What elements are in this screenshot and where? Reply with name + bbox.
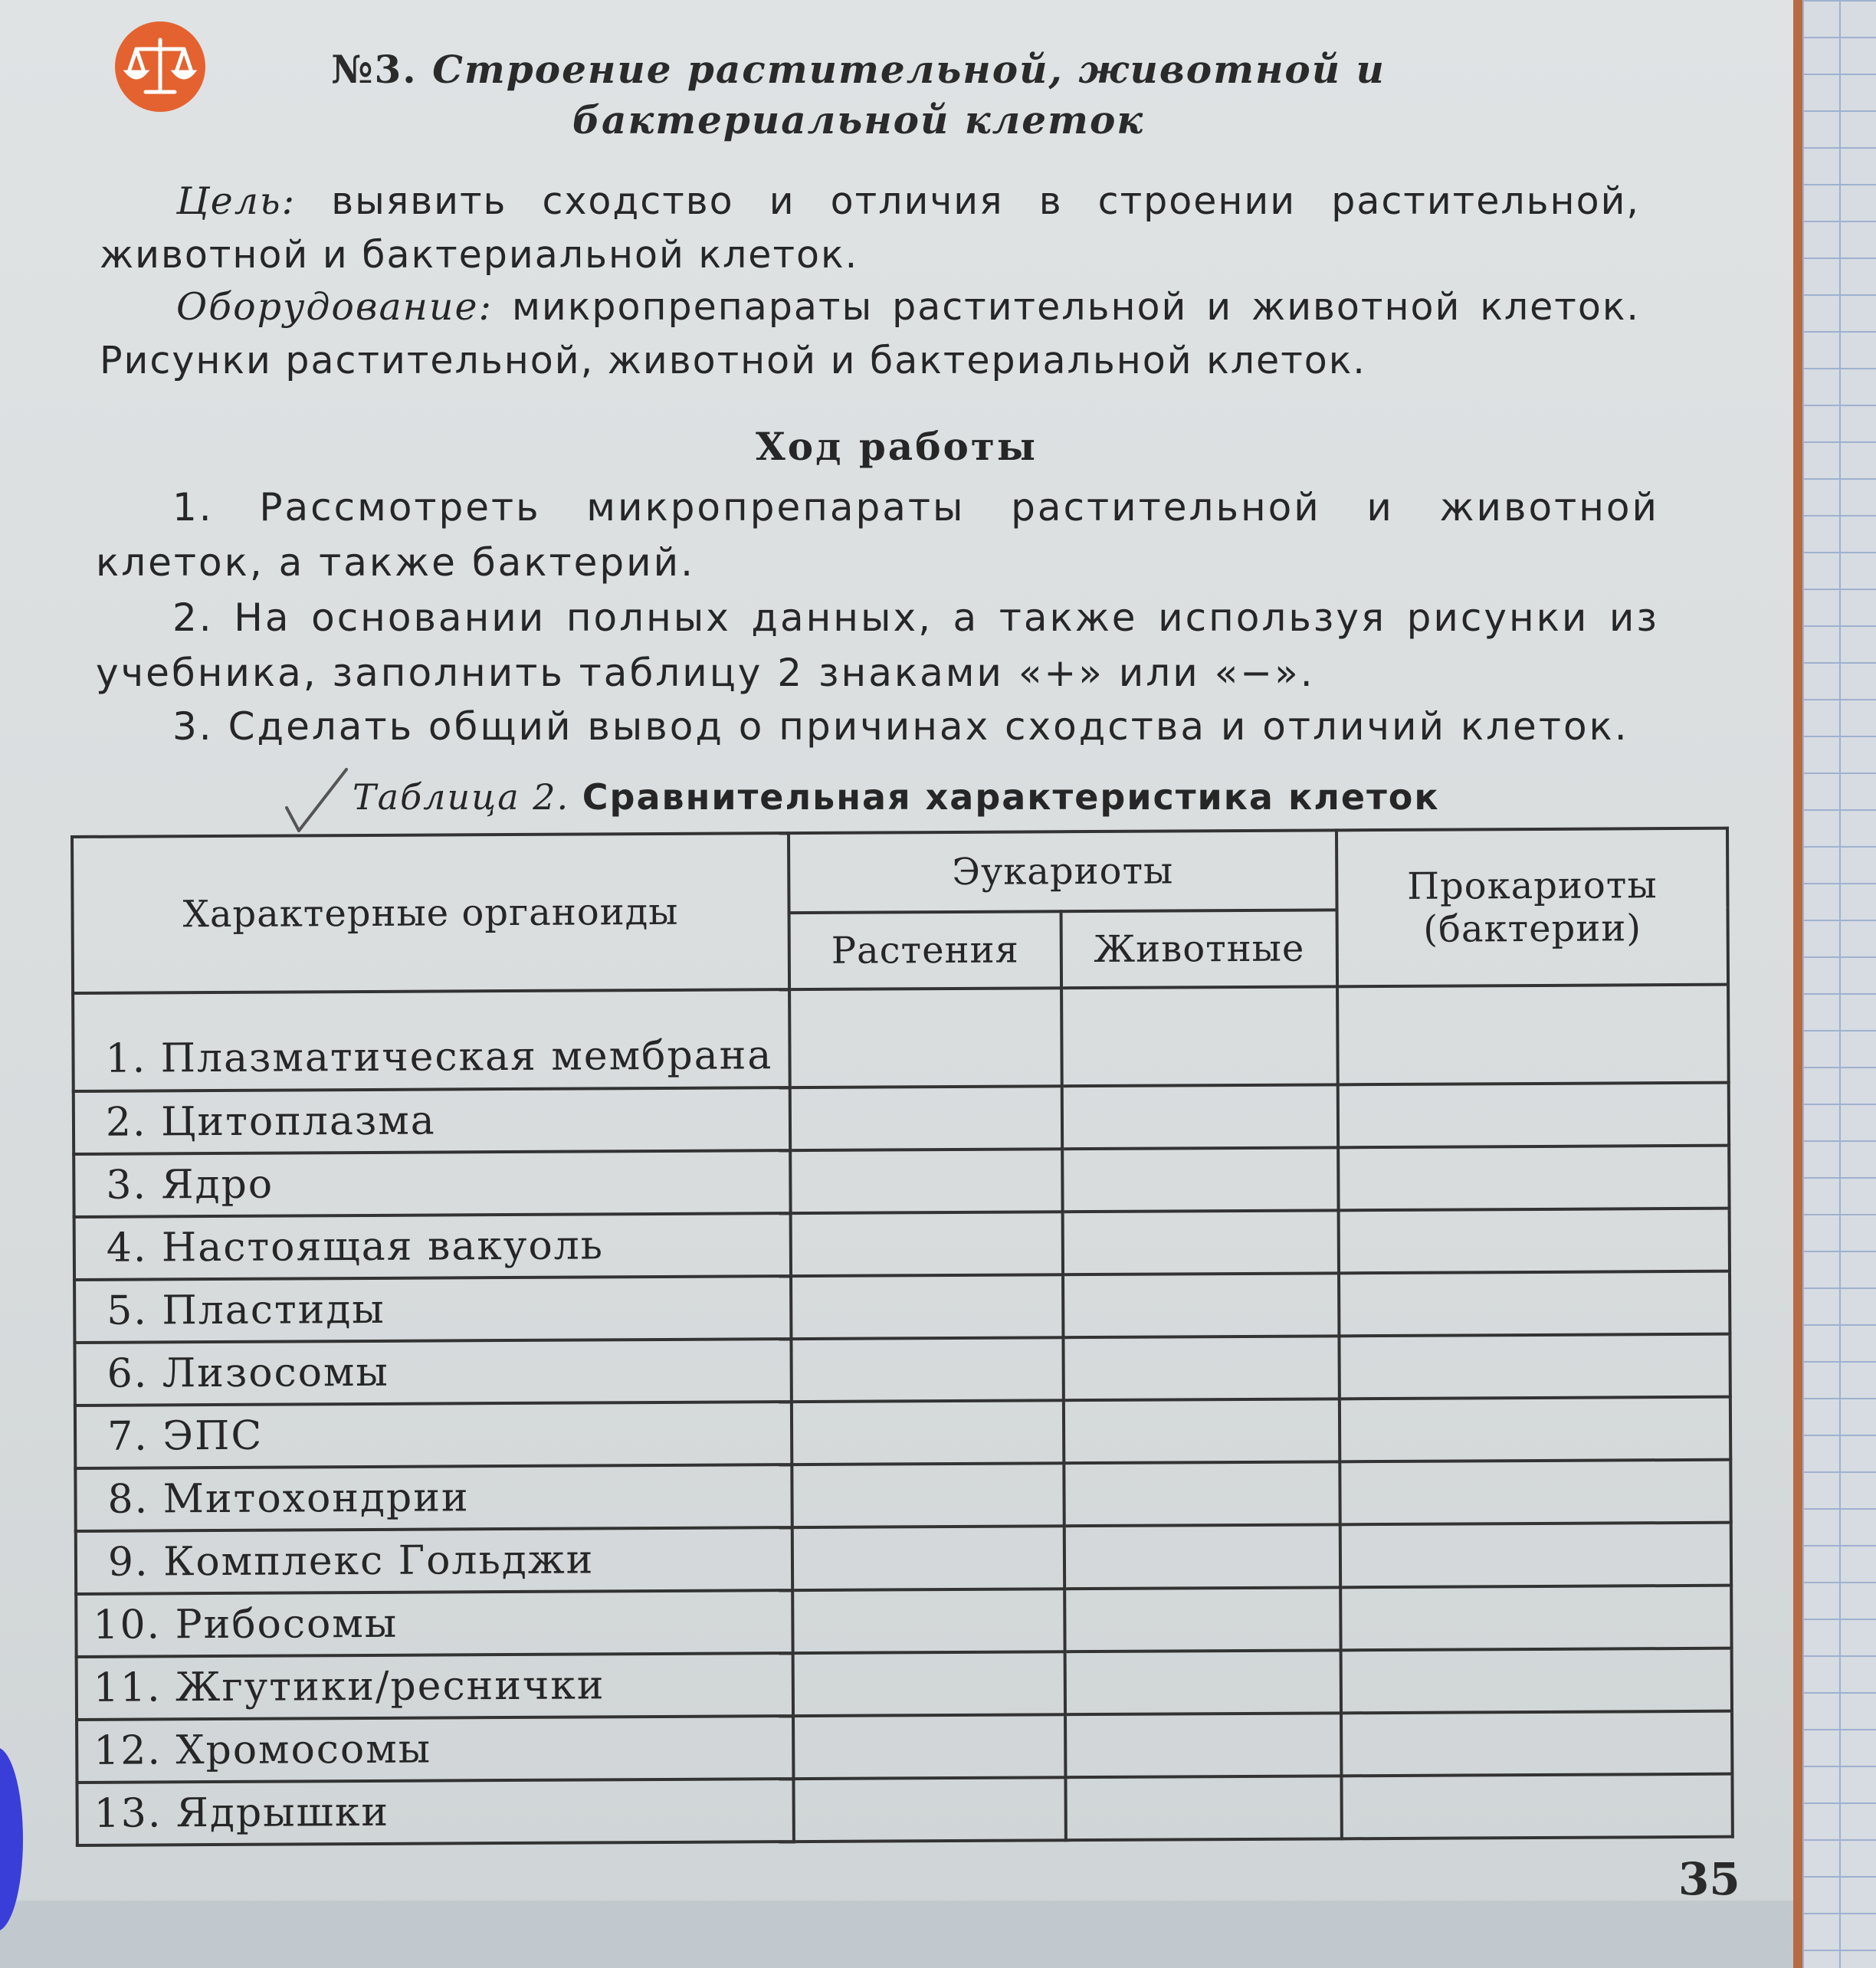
cell-animals[interactable] — [1064, 1587, 1340, 1651]
checkmark-icon — [282, 766, 351, 835]
cell-plants[interactable] — [793, 1651, 1065, 1716]
goal-text: выявить сходство и отличия в строении растительной, животной и бактериальной клеток. — [100, 179, 1640, 277]
cell-bacteria[interactable] — [1340, 1586, 1731, 1651]
lab-number: №3. — [331, 47, 418, 92]
header-prokaryotes-line2: (бактерии) — [1423, 907, 1642, 951]
page-number: 35 — [1678, 1853, 1740, 1905]
organoid-name: 1. Плазматическая мембрана — [73, 989, 790, 1091]
goal-paragraph — [100, 175, 1640, 282]
cell-plants[interactable] — [792, 1526, 1064, 1590]
table-row — [75, 1460, 1730, 1531]
cell-plants[interactable] — [792, 1400, 1064, 1465]
organoid-name: 2. Цитоплазма — [74, 1087, 790, 1154]
organoid-name: 8. Митохондрии — [75, 1465, 792, 1531]
lab-title — [261, 44, 1456, 146]
cell-animals[interactable] — [1063, 1336, 1339, 1400]
comparison-table — [71, 827, 1731, 1870]
organoid-name: 13. Ядрышки — [77, 1779, 793, 1845]
title-line-2: бактериальной клеток — [572, 97, 1145, 143]
cell-animals[interactable] — [1065, 1776, 1341, 1840]
table-caption-text: Сравнительная характеристика клеток — [582, 776, 1440, 818]
equipment-paragraph — [100, 280, 1640, 388]
goal-label: Цель: — [176, 179, 297, 223]
cell-bacteria[interactable] — [1340, 1460, 1730, 1525]
organoid-name: 7. ЭПС — [75, 1402, 792, 1468]
cell-bacteria[interactable] — [1337, 985, 1729, 1085]
page-bottom-shadow — [0, 1901, 1793, 1968]
table-row — [75, 1397, 1730, 1468]
cell-bacteria[interactable] — [1338, 1083, 1729, 1148]
cell-plants[interactable] — [792, 1463, 1064, 1527]
procedure-heading: Ход работы — [755, 424, 1038, 469]
cell-animals[interactable] — [1065, 1650, 1341, 1714]
title-line-1 — [261, 44, 1456, 95]
table-row — [77, 1774, 1732, 1845]
header-prokaryotes — [1336, 828, 1728, 987]
organoid-name: 11. Жгутики/реснички — [77, 1653, 793, 1720]
cell-plants[interactable] — [791, 1274, 1063, 1339]
header-animals: Животные — [1061, 910, 1338, 988]
cell-animals[interactable] — [1062, 1084, 1338, 1149]
cell-bacteria[interactable] — [1341, 1711, 1732, 1776]
cell-plants[interactable] — [789, 988, 1062, 1087]
cell-animals[interactable] — [1064, 1399, 1340, 1463]
cell-bacteria[interactable] — [1339, 1334, 1730, 1399]
table-caption — [353, 774, 1440, 820]
table-row — [74, 1146, 1729, 1217]
table-row — [74, 1083, 1729, 1154]
procedure-step: 3. Сделать общий вывод о причинах сходства и отличий клеток. — [172, 704, 1629, 749]
table-row — [74, 1271, 1730, 1343]
cell-animals[interactable] — [1064, 1524, 1340, 1589]
organoid-name: 9. Комплекс Гольджи — [76, 1527, 792, 1594]
cell-animals[interactable] — [1062, 1147, 1338, 1212]
table-row — [74, 1334, 1730, 1405]
cell-plants[interactable] — [793, 1777, 1065, 1842]
cell-plants[interactable] — [793, 1714, 1065, 1779]
cell-bacteria[interactable] — [1339, 1271, 1730, 1337]
cell-bacteria[interactable] — [1340, 1523, 1731, 1588]
organoid-name: 4. Настоящая вакуоль — [74, 1213, 791, 1280]
cell-plants[interactable] — [791, 1337, 1063, 1402]
cell-animals[interactable] — [1064, 1461, 1340, 1526]
table-row — [77, 1711, 1732, 1783]
table-row — [76, 1586, 1731, 1657]
table-row — [73, 985, 1729, 1091]
page-edge — [1793, 0, 1802, 1968]
cell-plants[interactable] — [790, 1149, 1062, 1213]
cell-animals[interactable] — [1063, 1273, 1339, 1337]
header-plants: Растения — [789, 911, 1062, 989]
table-row — [74, 1209, 1730, 1280]
cell-bacteria[interactable] — [1340, 1397, 1730, 1462]
organoid-name: 3. Ядро — [74, 1150, 790, 1217]
procedure-step: 1. Рассмотреть микропрепараты растительной и животной клеток, а также бактерий. — [96, 485, 1659, 585]
title-text-1: Строение растительной, животной и — [432, 47, 1386, 92]
cell-bacteria[interactable] — [1339, 1209, 1730, 1274]
cell-animals[interactable] — [1065, 1713, 1341, 1777]
cell-animals[interactable] — [1061, 986, 1338, 1086]
cell-bacteria[interactable] — [1341, 1648, 1732, 1714]
table-row — [76, 1523, 1731, 1594]
table-row — [77, 1648, 1732, 1720]
organoid-name: 5. Пластиды — [74, 1276, 791, 1343]
header-eukaryotes: Эукариоты — [789, 830, 1337, 913]
equipment-text: микропрепараты растительной и животной клеток. Рисунки растительной, животной и бактериальной клеток. — [100, 285, 1641, 382]
cell-plants[interactable] — [791, 1212, 1063, 1276]
table-caption-label: Таблица 2. — [353, 776, 570, 818]
header-prokaryotes-line1: Прокариоты — [1406, 864, 1658, 908]
procedure-step: 2. На основании полных данных, а также используя рисунки из учебника, заполнить таблицу 2 знаками «+» или «−». — [96, 595, 1659, 695]
cell-animals[interactable] — [1063, 1210, 1339, 1274]
organoid-name: 6. Лизосомы — [74, 1339, 791, 1405]
organoid-name: 12. Хромосомы — [77, 1716, 793, 1783]
cell-plants[interactable] — [792, 1589, 1064, 1653]
scales-icon — [115, 21, 205, 112]
cell-plants[interactable] — [790, 1086, 1062, 1150]
header-organoids: Характерные органоиды — [72, 833, 789, 993]
equipment-label: Оборудование: — [176, 285, 493, 329]
cell-bacteria[interactable] — [1338, 1146, 1729, 1211]
grid-paper-background — [1802, 0, 1876, 1968]
cell-bacteria[interactable] — [1341, 1774, 1732, 1839]
comparison-table-grid — [71, 827, 1734, 1847]
organoid-name: 10. Рибосомы — [76, 1590, 792, 1657]
